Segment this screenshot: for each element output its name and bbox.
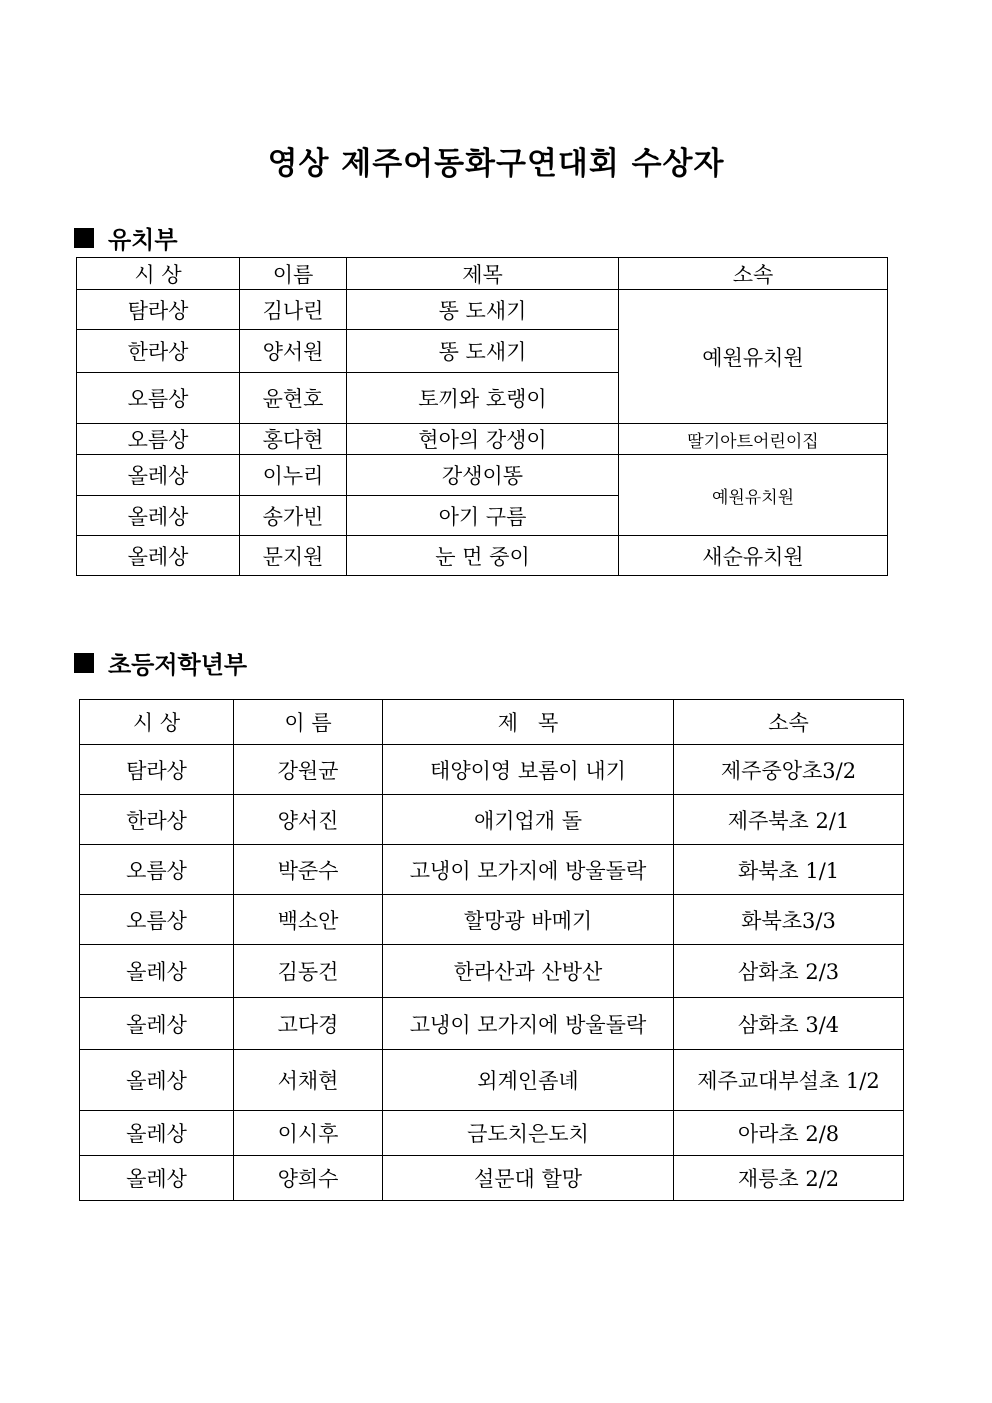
header-affiliation: 소속 (619, 258, 888, 290)
elementary-heading (74, 645, 247, 680)
header-name: 이 름 (234, 700, 383, 745)
elementary-heading-label: 초등저학년부 (108, 651, 248, 679)
work-cell: 설문대 할망 (383, 1156, 674, 1201)
kindergarten-table (76, 257, 888, 576)
table-row (77, 455, 888, 496)
header-name: 이름 (240, 258, 347, 290)
table-row (77, 424, 888, 455)
table-row (77, 290, 888, 330)
award-cell: 올레상 (80, 998, 234, 1050)
work-cell: 강생이똥 (347, 455, 619, 496)
header-title: 제목 (347, 258, 619, 290)
square-bullet-icon (74, 228, 94, 248)
award-cell: 올레상 (80, 1111, 234, 1156)
work-cell: 태양이영 보롬이 내기 (383, 745, 674, 795)
name-cell: 박준수 (234, 845, 383, 895)
table-row (80, 795, 904, 845)
work-cell: 한라산과 산방산 (383, 945, 674, 998)
name-cell: 이누리 (240, 455, 347, 496)
school-cell: 제주중앙초3/2 (674, 745, 904, 795)
school-cell: 화북초 1/1 (674, 845, 904, 895)
award-cell: 올레상 (77, 496, 240, 536)
award-cell: 올레상 (80, 1050, 234, 1111)
name-cell: 고다경 (234, 998, 383, 1050)
work-cell: 현아의 강생이 (347, 424, 619, 455)
table-row (77, 536, 888, 576)
award-cell: 올레상 (80, 945, 234, 998)
award-cell: 탐라상 (80, 745, 234, 795)
name-cell: 윤현호 (240, 373, 347, 424)
elementary-table (79, 699, 904, 1201)
name-cell: 홍다현 (240, 424, 347, 455)
work-cell: 토끼와 호랭이 (347, 373, 619, 424)
award-cell: 탐라상 (77, 290, 240, 330)
name-cell: 강원균 (234, 745, 383, 795)
work-cell: 고냉이 모가지에 방울돌락 (383, 998, 674, 1050)
work-cell: 할망광 바메기 (383, 895, 674, 945)
table-row (80, 895, 904, 945)
name-cell: 송가빈 (240, 496, 347, 536)
school-cell: 화북초3/3 (674, 895, 904, 945)
school-cell: 삼화초 2/3 (674, 945, 904, 998)
award-cell: 한라상 (77, 330, 240, 373)
name-cell: 김동건 (234, 945, 383, 998)
work-cell: 눈 먼 중이 (347, 536, 619, 576)
header-award: 시 상 (77, 258, 240, 290)
award-cell: 오름상 (80, 895, 234, 945)
table-row (80, 845, 904, 895)
table-row (80, 745, 904, 795)
table-row (80, 998, 904, 1050)
kindergarten-heading (74, 220, 178, 255)
work-cell: 금도치은도치 (383, 1111, 674, 1156)
school-cell: 제주교대부설초 1/2 (674, 1050, 904, 1111)
award-cell: 오름상 (77, 424, 240, 455)
name-cell: 백소안 (234, 895, 383, 945)
affiliation-cell: 새순유치원 (619, 536, 888, 576)
name-cell: 양서원 (240, 330, 347, 373)
kindergarten-heading-label: 유치부 (108, 226, 178, 254)
award-cell: 한라상 (80, 795, 234, 845)
table-row (80, 1050, 904, 1111)
name-cell: 김나린 (240, 290, 347, 330)
school-cell: 제주북초 2/1 (674, 795, 904, 845)
header-affiliation: 소속 (674, 700, 904, 745)
school-cell: 아라초 2/8 (674, 1111, 904, 1156)
table-header-row (77, 258, 888, 290)
award-cell: 오름상 (77, 373, 240, 424)
name-cell: 이시후 (234, 1111, 383, 1156)
work-cell: 아기 구름 (347, 496, 619, 536)
work-cell: 똥 도새기 (347, 290, 619, 330)
header-title: 제 목 (383, 700, 674, 745)
square-bullet-icon (74, 653, 94, 673)
affiliation-cell: 예원유치원 (619, 290, 888, 424)
award-cell: 올레상 (77, 536, 240, 576)
award-cell: 올레상 (80, 1156, 234, 1201)
affiliation-cell: 예원유치원 (619, 455, 888, 536)
table-row (80, 945, 904, 998)
award-cell: 올레상 (77, 455, 240, 496)
name-cell: 양서진 (234, 795, 383, 845)
name-cell: 문지원 (240, 536, 347, 576)
work-cell: 애기업개 돌 (383, 795, 674, 845)
work-cell: 외계인좀녜 (383, 1050, 674, 1111)
table-row (80, 1111, 904, 1156)
name-cell: 서채현 (234, 1050, 383, 1111)
work-cell: 고냉이 모가지에 방울돌락 (383, 845, 674, 895)
work-cell: 똥 도새기 (347, 330, 619, 373)
table-header-row (80, 700, 904, 745)
affiliation-cell: 딸기아트어린이집 (619, 424, 888, 455)
name-cell: 양희수 (234, 1156, 383, 1201)
header-award: 시 상 (80, 700, 234, 745)
page-title: 영상 제주어동화구연대회 수상자 (267, 146, 725, 182)
school-cell: 삼화초 3/4 (674, 998, 904, 1050)
school-cell: 재릉초 2/2 (674, 1156, 904, 1201)
award-cell: 오름상 (80, 845, 234, 895)
table-row (80, 1156, 904, 1201)
